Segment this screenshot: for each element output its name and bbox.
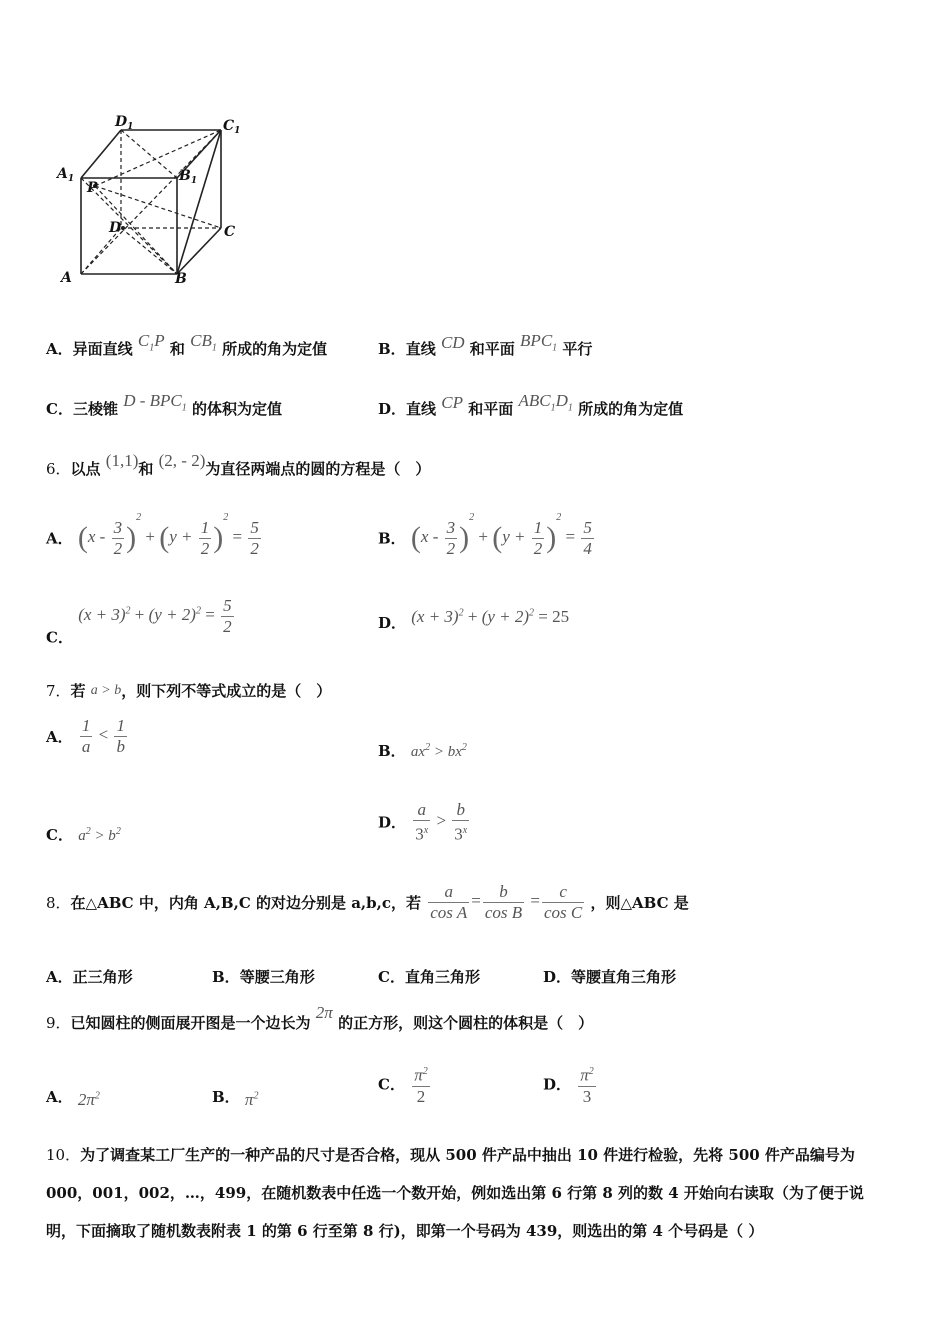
label-P: P	[87, 180, 98, 196]
q9-option-a: A． $2\pi^2$	[46, 1088, 100, 1109]
label-D: D	[109, 220, 122, 236]
q7-option-b: B． $ax^2 > bx^2$	[378, 742, 467, 760]
q8-option-c: C．直角三角形	[378, 968, 480, 986]
q5-option-c: C．三棱锥 D - $BPC_1$ 的体积为定值	[46, 391, 282, 418]
q8-stem: 8．在△ABC 中，内角 A,B,C 的对边分别是 a,b,c，若 $\frac{a}{\text{cos A}}$ = $\frac{b}{\text{cos B}}$ = $\frac{c}{\text{cos C}}$ ，则△ABC 是	[46, 882, 689, 922]
q9-option-c: C． $\frac{\pi^2}{2}$	[378, 1062, 432, 1107]
q7-option-d: D． $\frac{a}{3^x}$ > $\frac{b}{3^x}$	[378, 800, 468, 844]
q9-option-d: D． $\frac{\pi^2}{3}$	[543, 1062, 598, 1107]
cube-figure	[55, 110, 255, 290]
q6-option-b: B． (x - $\frac{3}{2}$ )$^2$ + (y + $\frac{1}{2}$ )$^2$ = $\frac{5}{4}$	[378, 512, 592, 558]
q5-option-d: D．直线 CP 和平面 $ABC_1D_1$ 所成的角为定值	[378, 391, 684, 418]
q6-stem: 6．以点 (1,1)和 (2, - 2)为直径两端点的圆的方程是（ ）	[46, 451, 431, 478]
label-C1: $C_1$	[223, 118, 241, 136]
label-A: A	[61, 270, 72, 286]
label-B1: $B_1$	[179, 168, 198, 186]
q5-option-a: A．异面直线 $C_1P$ 和 $CB_1$ 所成的角为定值	[46, 331, 328, 358]
q6-option-c: C． $(x + 3)^2 + (y + 2)^2$ = $\frac{5}{2}$	[46, 596, 232, 647]
q5-option-b: B．直线 CD 和平面 $BPC_1$ 平行	[378, 331, 593, 358]
q7-option-a: A． $\frac{1}{a}$ < $\frac{1}{b}$	[46, 716, 125, 756]
q8-option-a: A．正三角形	[46, 968, 133, 986]
q8-option-b: B．等腰三角形	[212, 968, 315, 986]
q7-stem: 7．若 a > b，则下列不等式成立的是（ ）	[46, 682, 332, 700]
q9-option-b: B． $\pi^2$	[212, 1088, 259, 1109]
q6-option-a: A． (x - $\frac{3}{2}$ )$^2$ + (y + $\frac{1}{2}$ )$^2$ = $\frac{5}{2}$	[46, 512, 259, 558]
label-B: B	[175, 271, 187, 287]
q9-stem: 9．已知圆柱的侧面展开图是一个边长为 2π 的正方形，则这个圆柱的体积是（ ）	[46, 1003, 594, 1032]
q8-option-d: D．等腰直角三角形	[543, 968, 677, 986]
q10-line-3: 明，下面摘取了随机数表附表 1 的第 6 行至第 8 行)，即第一个号码为 439，则选出的第 4 个号码是（ ）	[46, 1222, 764, 1240]
label-D1: $D_1$	[115, 114, 134, 132]
q10-line-2: 000，001，002，…，499，在随机数表中任选一个数开始，例如选出第 6 行第 8 列的数 4 开始向右读取（为了便于说	[46, 1184, 864, 1202]
q6-option-d: D． $(x + 3)^2 + (y + 2)^2 = 25$	[378, 607, 570, 632]
q10-line-1: 10．为了调查某工厂生产的一种产品的尺寸是否合格，现从 500 件产品中抽出 10 件进行检验，先将 500 件产品编号为	[46, 1146, 855, 1164]
label-A1: $A_1$	[57, 166, 75, 184]
label-C: C	[224, 224, 236, 240]
q7-option-c: C． $a^2 > b^2$	[46, 826, 121, 844]
